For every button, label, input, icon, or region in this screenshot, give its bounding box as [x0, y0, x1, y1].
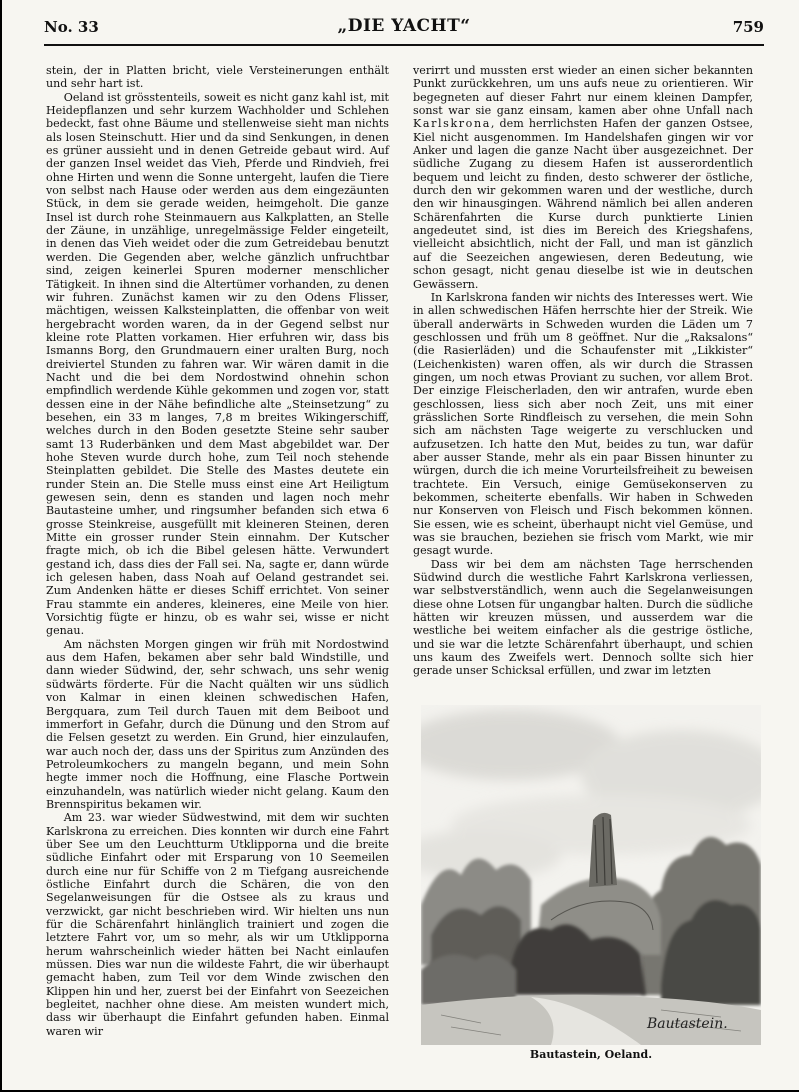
left-column: [46, 64, 389, 1038]
paragraph-text: , dem herrlichsten Hafen der ganzen Ostsee, Kiel nicht ausgenommen. Im Handelshafen gingen wir vor Anker und lagen die ganze Nacht über ausgezeichnet. Der südliche Zugang zu diesem Hafen ist ausserordentlich bequem und leicht zu finden, desto schwerer der östliche, durch den wir gekommen waren und der westliche, durch den wir hinausgingen. Während nämlich bei allen anderen Schärenfahrten die Kurse durch punktierte Linien angedeutet sind, ist dies im Bereich des Kriegshafens, vielleicht absichtlich, nicht der Fall, und man ist gänzlich auf die Seezeichen angewiesen, deren Bedeutung, wie schon gesagt, nicht genau dieselbe ist wie in deutschen Gewässern.: [413, 117, 753, 291]
paragraph: Am 23. war wieder Südwestwind, mit dem wir suchten Karlskrona zu erreichen. Dies konnten wir durch eine Fahrt über See um den Leuchtturm Utklipporna und die breite südliche Einfahrt oder mit Ersparung von 10 Seemeilen durch eine nur für Schiffe von 2 m Tiefgang ausreichende östliche Einfahrt durch die Schären, die von den Segelanweisungen für die Ostsee als zu kraus und verzwickt, gar nicht beschrieben wird. Wir hielten uns nun für die Schärenfahrt hinlänglich trainiert und zogen die letztere Fahrt vor, um so mehr, als wir um Utklipporna herum wahrscheinlich wieder hätten bei Nacht einlaufen müssen. Dies war nun die wildeste Fahrt, die wir überhaupt gemacht haben, zum Teil vor dem Winde zwischen den Klippen hin und her, zuerst bei der Einfahrt von Seezeichen begleitet, nachher ohne diese. Am meisten wundert mich, dass wir überhaupt die Einfahrt gefunden haben. Einmal waren wir: [46, 811, 389, 1038]
journal-title: „DIE YACHT“: [337, 16, 471, 36]
paragraph: stein, der in Platten bricht, viele Versteinerungen enthält und sehr hart ist.: [46, 64, 389, 91]
paragraph: Am nächsten Morgen gingen wir früh mit Nordostwind aus dem Hafen, bekamen aber sehr bald Windstille, und dann wieder Südwind, der, sehr schwach, uns sehr wenig südwärts förderte. Für die Nacht quälten wir uns südlich von Kalmar in einen kleinen schwedischen Hafen, Bergquara, zum Teil durch Tauen mit dem Beiboot und immerfort in Gefahr, durch die Dünung und den Strom auf die Felsen gesetzt zu werden. Ein Grund, hier einzulaufen, war auch noch der, dass uns der Spiritus zum Anzünden des Petroleumkochers zu mangeln begann, und mein Sohn hegte immer noch die Hoffnung, eine Flasche Portwein einzuhandeln, was natürlich wieder nicht gelang. Kaum den Brennspiritus bekamen wir.: [46, 637, 389, 811]
page-number: 759: [732, 18, 764, 36]
issue-number: No. 33: [44, 18, 99, 36]
running-header: [44, 16, 764, 46]
paragraph: In Karlskrona fanden wir nichts des Interesses wert. Wie in allen schwedischen Häfen herrschte hier der Streik. Wie überall anderwärts in Schweden wurden die Läden um 7 geschlossen und früh um 8 geöffnet. Nur die „Raksalons“ (die Rasierläden) und die Schaufenster mit „Likkister“ (Leichenkisten) waren offen, als wir durch die Strassen gingen, um noch etwas Proviant zu suchen, vor allem Brot. Der einzige Fleischerladen, den wir antrafen, wurde eben geschlossen, liess sich aber noch Zeit, uns mit einer grässlichen Sorte Rindfleisch zu versehen, die mein Sohn sich am nächsten Tage weigerte zu verschlucken und aufzusetzen. Ich hatte den Mut, beides zu tun, war dafür aber ausser Stande, mehr als ein paar Bissen hinunter zu würgen, durch die ich meine Vorurteilsfreiheit zu beweisen trachtete. Ein Versuch, einige Gemüsekonserven zu bekommen, scheiterte ebenfalls. Wir haben in Schweden nur Konserven von Fleisch und Fisch bekommen können. Sie essen, wie es scheint, überhaupt nicht viel Gemüse, und was sie brauchen, beziehen sie frisch vom Markt, wie mir gesagt wurde.: [413, 290, 753, 558]
paragraph: Dass wir bei dem am nächsten Tage herrschenden Südwind durch die westliche Fahrt Karlskrona verliessen, war selbstverständlich, wenn auch die Segelanweisungen diese ohne Lotsen für ungangbar halten. Durch die südliche hätten wir kreuzen müssen, und ausserdem war die westliche bei weitem einfacher als die gestrige östliche, und sie war die letzte Schärenfahrt überhaupt, und schien uns kaum des Zweifels wert. Dennoch sollte sich hier gerade unser Schicksal erfüllen, und zwar im letzten: [413, 557, 753, 678]
artist-signature: Bautastein.: [647, 1016, 728, 1032]
bautastein-illustration: [421, 705, 761, 1045]
figure-caption: Bautastein, Oeland.: [529, 1048, 653, 1061]
sketch-drawing: [421, 705, 761, 1045]
right-column: [413, 64, 753, 678]
paragraph: Oeland ist grösstenteils, soweit es nicht ganz kahl ist, mit Heidepflanzen und sehr kurzem Wachholder und Schlehen bedeckt, fast ohne Bäume und stellenweise sieht man nichts als losen Steinschutt. Hier und da sind Senkungen, in denen es grüner aussieht und in denen Getreide gebaut wird. Auf der ganzen Insel weidet das Vieh, Pferde und Rindvieh, frei ohne Hirten und wenn die Sonne untergeht, laufen die Tiere von selbst nach Hause oder werden aus dem eingezäunten Stück, in dem sie gerade weiden, heimgeholt. Die ganze Insel ist durch rohe Steinmauern aus Kalkplatten, an Stelle der Zäune, in unzählige, unregelmässige Felder eingeteilt, in denen das Vieh weidet oder die zum Getreidebau benutzt werden. Die Gegenden aber, welche gänzlich unfruchtbar sind, zeigen keinerlei Spuren moderner menschlicher Tätigkeit. In ihnen sind die Altertümer vorhanden, zu denen wir fuhren. Zunächst kamen wir zu den Odens Flisser, mächtigen, weissen Kalksteinplatten, die offenbar von weit hergebracht worden waren, da in der Gegend selbst nur kleine rote Platten vorkamen. Hier erfuhren wir, dass bis Ismanns Borg, den Grundmauern einer uralten Burg, noch dreiviertel Stunden zu fahren war. Wir wären damit in die Nacht und die bei dem Nordostwind ohnehin schon empfindlich werdende Kühle gekommen und zogen vor, statt dessen eine in der Nähe befindliche alte „Steinsetzung“ zu besehen, ein 33 m langes, 7,8 m breites Wikingerschiff, welches durch in den Boden gesetzte Steine sehr sauber samt 13 Ruderbänken und dem Mast abgebildet war. Der hohe Steven wurde durch hohe, zum Teil noch stehende Steinplatten gebildet. Die Stelle des Mastes deutete ein runder Stein an. Die Stelle muss einst eine Art Heiligtum gewesen sein, denn es standen und lagen noch mehr Bautasteine umher, und ringsumher befanden sich etwa 6 grosse Steinkreise, ausgefüllt mit kleineren Steinen, deren Mitte ein grosser runder Stein einnahm. Der Kutscher fragte mich, ob ich die Bibel gelesen hätte. Verwundert gestand ich, dass dies der Fall sei. Na, sagte er, dann würde ich gelesen haben, dass Noah auf Oeland gestrandet sei. Zum Andenken hätte er dieses Schiff errichtet. Von seiner Frau stammte ein anderes, kleineres, eine Meile von hier. Vorsichtig fügte er hinzu, ob es wahr sei, wisse er nicht genau.: [46, 90, 389, 638]
paragraph-text: verirrt und mussten erst wieder an einen sicher bekannten Punkt zurückkehren, um uns aufs neue zu orientieren. Wir begegneten auf dieser Fahrt nur einem kleinen Dampfer, sonst war sie ganz einsam, kamen aber ohne Unfall nach: [413, 64, 753, 118]
paragraph: [413, 64, 753, 291]
spaced-place-name: Karlskrona: [413, 117, 491, 131]
